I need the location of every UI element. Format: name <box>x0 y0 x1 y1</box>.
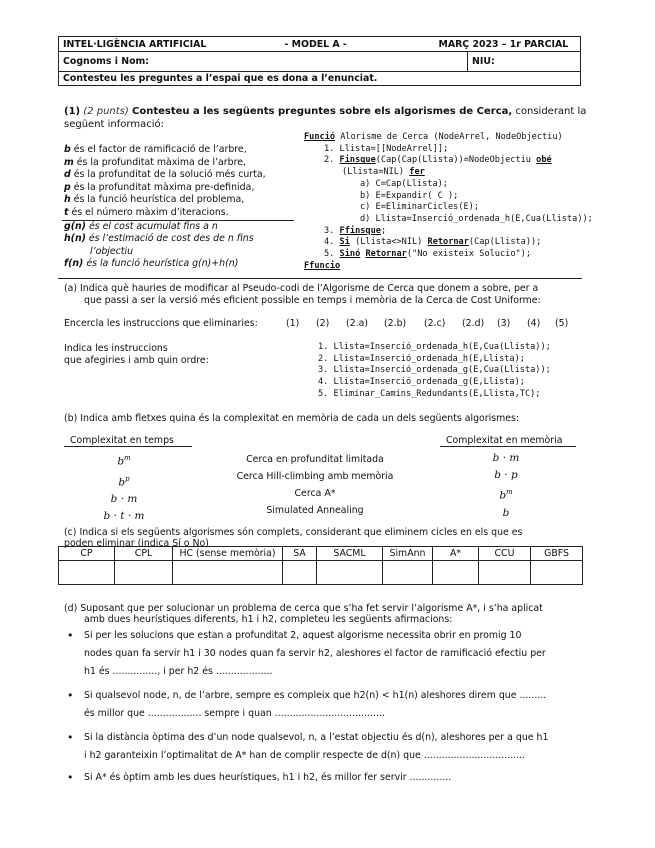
add-line-5: 5. Eliminar_Camins_Redundants(E,Llista,TC); <box>318 388 541 399</box>
time-bp: $b^p$ <box>118 474 130 488</box>
time-header: Complexitat en temps <box>70 435 174 446</box>
col-cp: CP <box>59 547 115 561</box>
col-hc: HC (sense memòria) <box>173 547 283 561</box>
option-3[interactable]: (3) <box>497 318 511 329</box>
definition-p: p és la profunditat màxima pre-definida, <box>64 181 255 193</box>
code-header: Funció Alorisme de Cerca (NodeArrel, NodeObjectiu) <box>304 132 563 142</box>
part-a-text-1: (a) Indica què hauries de modificar al Pseudo-codi de l’Algorisme de Cerca que donem a sobre, per a <box>64 283 539 294</box>
q1-number: (1) <box>64 106 81 117</box>
completeness-table <box>58 546 583 585</box>
add-instructions-list <box>318 342 551 401</box>
code-line-2d: d) Llista=Inserció_ordenada_h(E,Cua(Llista)); <box>360 213 593 224</box>
definition-t: t és el número màxim d’iteracions. <box>64 206 229 218</box>
niu-label: NIU: <box>472 56 495 67</box>
exam-header <box>58 36 581 86</box>
name-label: Cognoms i Nom: <box>63 56 150 67</box>
add-line-2: 2. Llista=Inserció_ordenada_h(E,Llista); <box>318 353 525 364</box>
definition-m: m és la profunditat màxima de l’arbre, <box>64 156 246 168</box>
instructions-row <box>59 72 581 86</box>
part-c-text-1: (c) Indica si els següents algorismes són complets, considerant que eliminem cicles en els que es <box>64 527 523 538</box>
option-1[interactable]: (1) <box>286 318 300 329</box>
time-bm: $b^m$ <box>117 454 131 468</box>
algo-sa: Simulated Annealing <box>266 505 364 516</box>
definition-hn: h(n) és l’estimació de cost des de n fins <box>64 233 254 245</box>
answer-cell[interactable] <box>115 561 173 585</box>
q1-intro-line2: següent informació: <box>64 119 164 130</box>
bullet-3-line-1: • Si la distància òptima des d’un node qualsevol, n, a l’estat objectiu és d(n), aleshores per a que h1 <box>84 729 548 747</box>
algo-cpl: Cerca en profunditat limitada <box>246 454 384 465</box>
part-d-text-2: amb dues heurístiques diferents, h1 i h2, completeu les següents afirmacions: <box>84 614 453 625</box>
mem-b: b <box>502 506 510 519</box>
col-ccu: CCU <box>479 547 531 561</box>
code-line-2-cont: (Llista=NIL) fer <box>342 167 425 178</box>
bullet-4-line-1: • Si A* és òptim amb les dues heurístiques, h1 i h2, és millor fer servir .............. <box>84 769 548 787</box>
code-line-5: 5. Sinó Retornar("No existeix Solucio"); <box>324 249 532 260</box>
algo-hc: Cerca Hill-climbing amb memòria <box>236 471 394 482</box>
circle-options <box>286 318 568 329</box>
algo-astar: Cerca A* <box>294 488 336 499</box>
q1-title: Contesteu a les següents preguntes sobre els algorismes de Cerca, <box>131 106 513 117</box>
add-label-2: que afegiries i amb quin ordre: <box>64 355 209 366</box>
bullet-1-line-2: nodes quan fa servir h1 i 30 nodes quan fa servir h2, aleshores el factor de ramificació efectiu per <box>84 648 546 659</box>
option-5[interactable]: (5) <box>555 318 569 329</box>
definition-f: f(n) és la funció heurística g(n)+h(n) <box>64 257 239 269</box>
mem-b-m: b · m <box>492 452 520 464</box>
memory-complexities <box>444 450 568 522</box>
part-b-text: (b) Indica amb fletxes quina és la complexitat en memòria de cada un dels següents algorismes: <box>64 413 520 424</box>
add-line-1: 1. Llista=Inserció_ordenada_h(E,Cua(Llista)); <box>318 342 551 352</box>
part-d-bullets <box>84 627 548 787</box>
memory-header-underline <box>440 446 576 447</box>
add-line-4: 4. Llista=Inserció_ordenada_g(E,Llista); <box>318 377 525 388</box>
q1-intro-rest: considerant la <box>515 106 587 117</box>
name-field[interactable] <box>59 52 468 72</box>
bullet-2-line-2: és millor que .................. sempre i quan ..................................... <box>84 708 385 719</box>
definition-g: g(n) és el cost acumulat fins a n <box>64 221 218 232</box>
algorithm-list <box>190 451 440 519</box>
code-line-1: 1. Llista=[[NodeArrel]]; <box>324 143 449 154</box>
code-line-2c: c) E=EliminarCicles(E); <box>360 202 480 213</box>
option-2[interactable]: (2) <box>316 318 330 329</box>
section-divider-a <box>58 278 582 279</box>
mem-b-p: b · p <box>494 469 518 481</box>
option-2d[interactable]: (2.d) <box>462 318 485 329</box>
option-2c[interactable]: (2.c) <box>424 318 446 329</box>
code-line-2b: b) E=Expandir( C ); <box>360 190 459 201</box>
code-line-4: 4. Si (Llista<>NIL) Retornar(Cap(Llista)); <box>324 237 542 248</box>
part-d-text-1: (d) Suposant que per solucionar un problema de cerca que s’ha fet servir l’algorisme A*, i s’ha aplicat <box>64 603 543 614</box>
definition-hn-cont: l’objectiu <box>90 245 134 257</box>
answer-cell[interactable] <box>479 561 531 585</box>
definitions-list <box>64 144 266 220</box>
exam-date: MARÇ 2023 – 1r PARCIAL <box>438 38 569 50</box>
option-4[interactable]: (4) <box>527 318 541 329</box>
niu-field[interactable] <box>468 52 581 72</box>
code-line-2a: a) C=Cap(Llista); <box>360 178 448 189</box>
subject-title: INTEL·LIGÈNCIA ARTIFICIAL <box>63 38 207 50</box>
answer-cell[interactable] <box>173 561 283 585</box>
bullet-1-line-1: • Si per les solucions que estan a profunditat 2, aquest algorisme necessita obrir en promig 10 <box>84 627 548 645</box>
definition-d: d és la profunditat de la solució més curta, <box>64 169 266 181</box>
definition-b: b és el factor de ramificació de l’arbre, <box>64 144 247 155</box>
add-label-1: Indica les instruccions <box>64 343 168 354</box>
col-simann: SimAnn <box>383 547 433 561</box>
pseudo-code <box>304 132 593 272</box>
bullet-3-line-2: i h2 garanteixin l’optimalitat de A* han de complir respecte de d(n) que .................................. <box>84 750 526 761</box>
col-sa: SA <box>283 547 317 561</box>
answer-cell[interactable] <box>283 561 317 585</box>
model-label: - MODEL A - <box>284 38 347 50</box>
part-a-text-2: que passi a ser la versió més eficient possible en temps i memòria de la Cerca de Cost Uniforme: <box>84 295 541 306</box>
answer-cell[interactable] <box>59 561 115 585</box>
definition-h: h és la funció heurística del problema, <box>64 194 245 206</box>
definitions-list-2 <box>64 221 254 270</box>
instructions: Contesteu les preguntes a l’espai que es dona a l’enunciat. <box>63 73 378 84</box>
mem-bm: $b^m$ <box>499 488 513 502</box>
time-complexities <box>64 450 184 525</box>
answer-cell[interactable] <box>531 561 583 585</box>
answer-cell[interactable] <box>433 561 479 585</box>
option-2b[interactable]: (2.b) <box>384 318 407 329</box>
circle-label: Encercla les instruccions que eliminaries: <box>64 318 258 329</box>
code-line-2: 2. Finsque(Cap(Cap(Llista))=NodeObjectiu obé <box>324 155 552 166</box>
part-c-text-2: poden eliminar (indica Sí o No) <box>64 538 209 549</box>
q1-points: (2 punts) <box>83 106 129 117</box>
option-2a[interactable]: (2.a) <box>346 318 369 329</box>
code-footer: Ffuncio <box>304 260 341 271</box>
code-line-3: 3. Ffinsque; <box>324 225 387 236</box>
answer-cell[interactable] <box>383 561 433 585</box>
time-header-underline <box>64 446 192 447</box>
add-line-3: 3. Llista=Inserció_ordenada_g(E,Cua(Llista)); <box>318 365 551 376</box>
header-row-1 <box>59 37 581 52</box>
memory-header: Complexitat en memòria <box>446 435 563 446</box>
time-b-m: b · m <box>110 493 138 505</box>
col-cpl: CPL <box>115 547 173 561</box>
col-sacml: SACML <box>317 547 383 561</box>
q1-intro <box>64 106 586 117</box>
bullet-1-line-3: h1 és ..............., i per h2 és ................... <box>84 666 273 677</box>
bullet-2-line-1: • Si qualsevol node, n, de l’arbre, sempre es compleix que h2(n) < h1(n) aleshores direm que ......... <box>84 687 548 705</box>
col-gbfs: GBFS <box>531 547 583 561</box>
time-b-t-m: b · t · m <box>103 510 145 522</box>
col-astar: A* <box>433 547 479 561</box>
answer-cell[interactable] <box>317 561 383 585</box>
